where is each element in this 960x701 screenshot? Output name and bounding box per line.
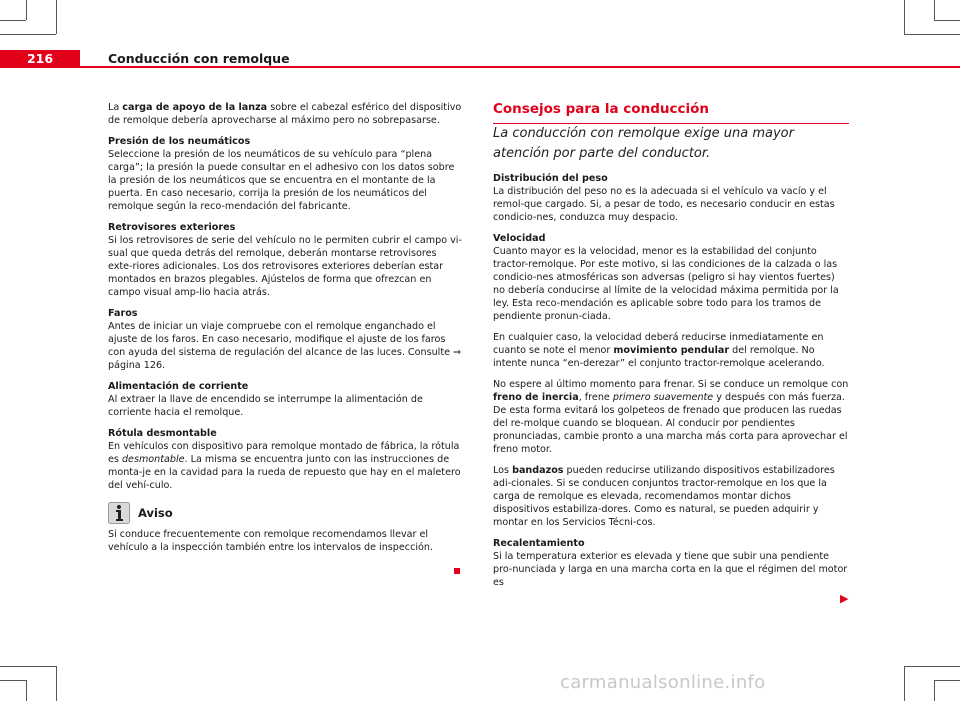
crop-mark [934,0,935,20]
crop-mark [0,34,56,35]
paragraph-braking: No espere al último momento para frenar. Si se conduce un remolque con freno de inercia, frene primero suavemente y después con más fuerza. De esta forma evitará los golpeteos de frenado que producen las ruedas del re-molque cuando se bloquean. Al conducir por pendientes pronunciadas, cambie pronto a una marcha más corta para aprovechar el freno motor. [493,379,849,455]
section-end-marker [454,568,460,574]
page-header-title: Conducción con remolque [108,51,290,66]
heading-overheating: Recalentamiento [493,538,585,549]
notice-title: Aviso [138,505,173,520]
heading-mirrors: Retrovisores exteriores [108,222,236,233]
crop-mark [934,680,960,681]
heading-tire-pressure: Presión de los neumáticos [108,136,251,147]
heading-weight-distribution: Distribución del peso [493,173,608,184]
crop-mark [904,666,960,667]
crop-mark [26,0,27,20]
paragraph-reduce-speed: En cualquier caso, la velocidad deberá reducirse inmediatamente en cuanto se note el menor movimiento pendular del remolque. No intente nunca “en-derezar” el conjunto tractor-remolque acelerando. [493,332,825,369]
left-column [108,101,464,562]
heading-speed: Velocidad [493,233,546,244]
heading-removable-ball: Rótula desmontable [108,428,217,439]
crop-mark [26,680,27,701]
info-icon [108,502,130,524]
crop-mark [0,680,26,681]
paragraph-headlights: Antes de iniciar un viaje compruebe con el remolque enganchado el ajuste de los faros. En caso necesario, modifique el ajuste de los faros con ayuda del sistema de regulación del alcance de las luces. Consulte ⇒ página 126. [108,321,462,371]
paragraph-speed: Cuanto mayor es la velocidad, menor es la estabilidad del conjunto tractor-remolque. Por este motivo, si las condiciones de la calzada o las condicio-nes atmosféricas son adversas (peligro si hay vientos fuertes) no debería conducirse al límite de la velocidad máxima permitida por la ley. Esta reco-mendación es aplicable sobre todo para los tramos de pendiente pronun-ciada. [493,246,839,322]
right-column [493,101,849,597]
notice-box [108,502,464,524]
paragraph-power-supply: Al extraer la llave de encendido se interrumpe la alimentación de corriente hacia el remolque. [108,394,423,418]
section-title: Consejos para la conducción [493,101,849,124]
paragraph-mirrors: Si los retrovisores de serie del vehículo no le permiten cubrir el campo vi-sual que queda detrás del remolque, deberán montarse retrovisores exte-riores adicionales. Los dos retrovisores exteriores deberían estar montados en brazos plegables. Ajústelos de forma que ofrezcan en campo visual amp-lio hacia atrás. [108,235,462,298]
crop-mark [904,666,905,701]
crop-mark [904,0,905,34]
crop-mark [56,0,57,34]
term-tongue-load: carga de apoyo de la lanza [122,102,268,113]
crop-mark [56,666,57,701]
paragraph-tongue-load: La carga de apoyo de la lanza sobre el cabezal esférico del dispositivo de remolque debería aprovecharse al máximo pero no sobrepasarse. [108,102,462,126]
paragraph-removable-ball: En vehículos con dispositivo para remolque montado de fábrica, la rótula es desmontable. La misma se encuentra junto con las instrucciones de monta-je en la cavidad para la rueda de repuesto que hay en el maletero del vehí-culo. [108,441,461,491]
crop-mark [904,34,960,35]
paragraph-weight-distribution: La distribución del peso no es la adecuada si el vehículo va vacío y el remol-que cargado. Si, a pesar de todo, es necesario conducir en estas condicio-nes, conduzca muy despacio. [493,186,835,223]
crop-mark [0,20,26,21]
crop-mark [934,680,935,701]
paragraph-sway: Los bandazos pueden reducirse utilizando dispositivos estabilizadores adi-cionales. Si se conducen conjuntos tractor-remolque en los que la carga de remolque es elevada, recomendamos montar dichos dispositivos estabiliza-dores. Como es natural, se pueden adquirir y montar en los Servicios Técni-cos. [493,465,835,528]
continue-arrow-icon: ▶ [840,592,849,605]
heading-headlights: Faros [108,308,138,319]
section-lead: La conducción con remolque exige una mayor atención por parte del conductor. [493,126,794,161]
watermark: carmanualsonline.info [560,672,766,693]
notice-text: Si conduce frecuentemente con remolque recomendamos llevar el vehículo a la inspección también entre los intervalos de inspección. [108,529,434,553]
paragraph-overheating: Si la temperatura exterior es elevada y tiene que subir una pendiente pro-nunciada y larga en una marcha corta en la que el régimen del motor es [493,551,848,588]
page-number: 216 [0,50,80,68]
paragraph-tire-pressure: Seleccione la presión de los neumáticos de su vehículo para “plena carga”; la presión la puede consultar en el adhesivo con los datos sobre la presión de los neumáticos que se encuentra en el montante de la puerta. En caso necesario, corrija la presión de los neumáticos del remolque según la reco-mendación del fabricante. [108,149,455,212]
heading-power-supply: Alimentación de corriente [108,381,249,392]
crop-mark [0,666,56,667]
crop-mark [934,20,960,21]
